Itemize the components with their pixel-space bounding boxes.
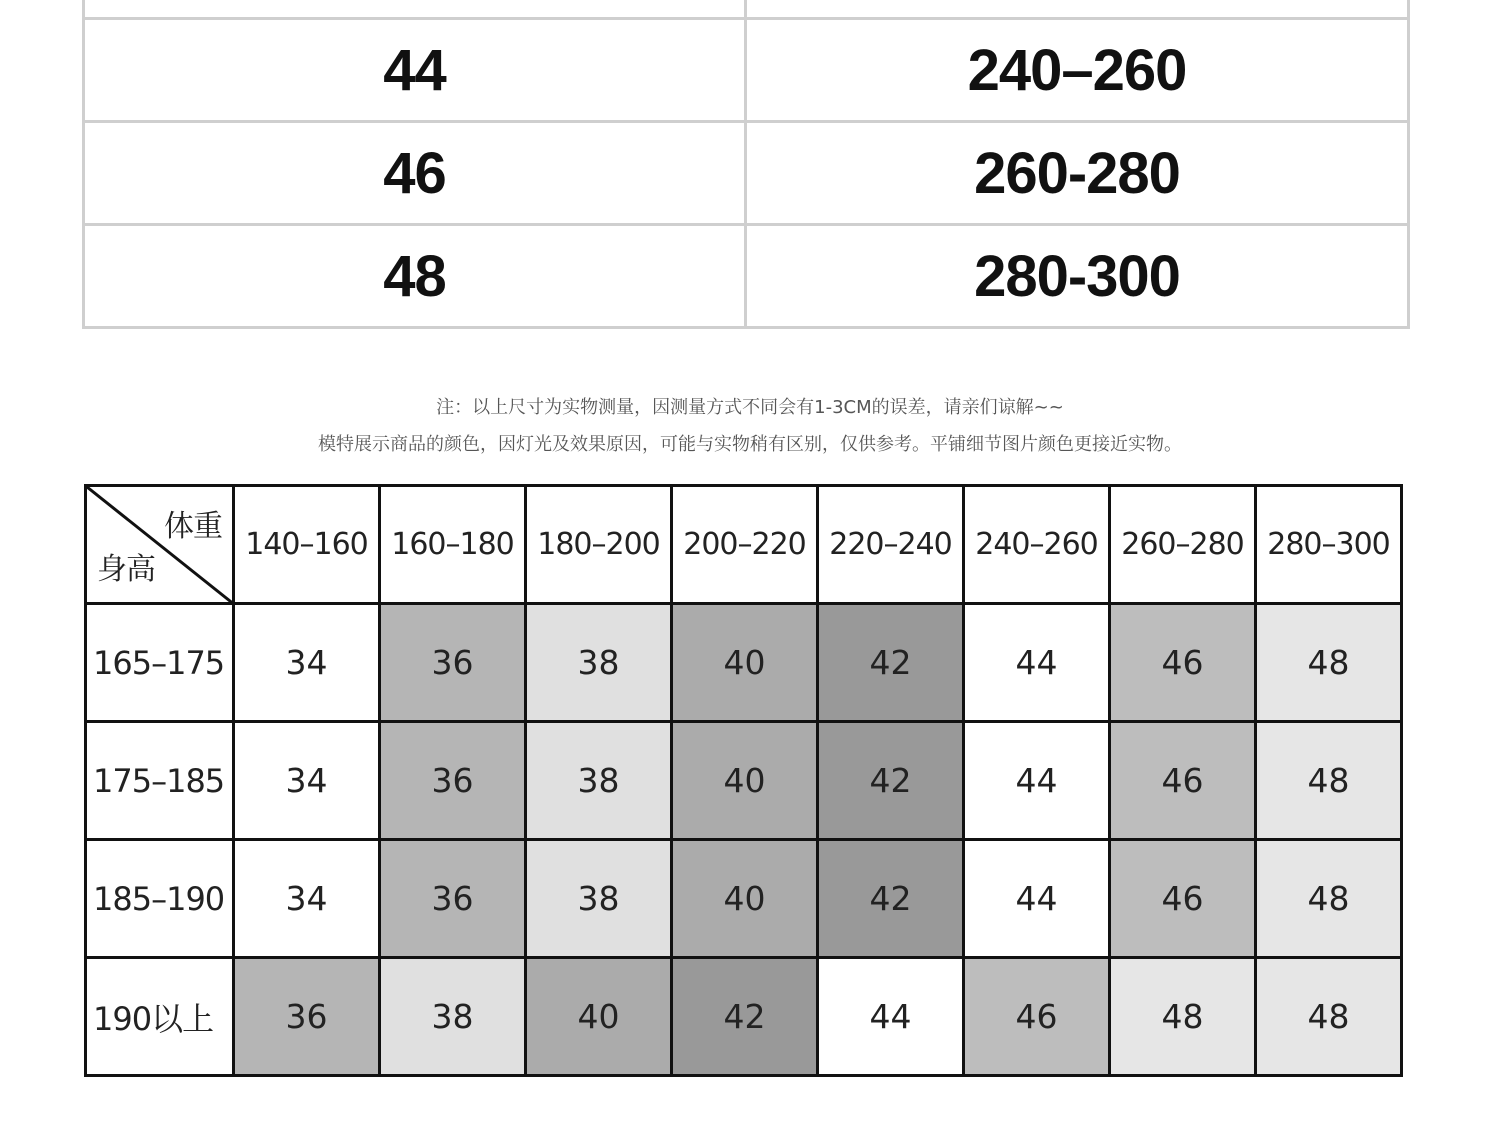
size-cell: 34 — [234, 604, 380, 722]
size-chart — [84, 484, 1403, 1077]
weight-cell — [746, 0, 1409, 19]
weight-cell: 240–260 — [746, 19, 1409, 122]
weight-header: 140–160 — [234, 486, 380, 604]
size-cell: 38 — [526, 604, 672, 722]
size-cell: 42 — [818, 840, 964, 958]
size-cell: 42 — [672, 958, 818, 1076]
height-axis-label: 身高 — [97, 552, 155, 587]
table-row — [86, 958, 1402, 1076]
size-cell: 36 — [380, 722, 526, 840]
size-cell: 48 — [84, 225, 746, 328]
table-row — [86, 604, 1402, 722]
corner-header — [86, 486, 234, 604]
size-cell: 46 — [1110, 840, 1256, 958]
table-row — [84, 225, 1409, 328]
size-cell: 46 — [1110, 722, 1256, 840]
table-row — [84, 122, 1409, 225]
weight-header: 200–220 — [672, 486, 818, 604]
weight-header: 180–200 — [526, 486, 672, 604]
size-cell: 44 — [818, 958, 964, 1076]
weight-header: 160–180 — [380, 486, 526, 604]
size-cell: 44 — [964, 840, 1110, 958]
height-label: 190以上 — [86, 958, 234, 1076]
size-cell: 34 — [234, 722, 380, 840]
size-cell — [84, 0, 746, 19]
size-cell: 48 — [1110, 958, 1256, 1076]
size-cell: 40 — [672, 840, 818, 958]
size-cell: 36 — [380, 840, 526, 958]
size-cell: 40 — [672, 604, 818, 722]
size-cell: 38 — [526, 840, 672, 958]
size-cell: 46 — [964, 958, 1110, 1076]
size-cell: 48 — [1256, 604, 1402, 722]
weight-cell: 280-300 — [746, 225, 1409, 328]
size-cell: 34 — [234, 840, 380, 958]
chart-header-row — [86, 486, 1402, 604]
size-cell: 40 — [672, 722, 818, 840]
height-label: 165–175 — [86, 604, 234, 722]
size-cell: 48 — [1256, 958, 1402, 1076]
size-cell: 42 — [818, 722, 964, 840]
height-label: 175–185 — [86, 722, 234, 840]
weight-header: 260–280 — [1110, 486, 1256, 604]
table-row — [84, 19, 1409, 122]
size-cell: 46 — [1110, 604, 1256, 722]
weight-cell: 260-280 — [746, 122, 1409, 225]
weight-axis-label: 体重 — [164, 509, 222, 544]
size-cell: 46 — [84, 122, 746, 225]
table-row — [84, 0, 1409, 19]
size-cell: 36 — [234, 958, 380, 1076]
weight-header: 220–240 — [818, 486, 964, 604]
table-row — [86, 722, 1402, 840]
size-cell: 44 — [964, 604, 1110, 722]
size-cell: 48 — [1256, 840, 1402, 958]
size-cell: 40 — [526, 958, 672, 1076]
height-label: 185–190 — [86, 840, 234, 958]
size-cell: 44 — [84, 19, 746, 122]
size-cell: 48 — [1256, 722, 1402, 840]
weight-header: 280–300 — [1256, 486, 1402, 604]
measurement-note: 注：以上尺寸为实物测量，因测量方式不同会有1-3CM的误差，请亲们谅解~~ — [436, 397, 1064, 418]
weight-size-table — [82, 0, 1410, 329]
size-cell: 42 — [818, 604, 964, 722]
color-note: 模特展示商品的颜色，因灯光及效果原因，可能与实物稍有区别，仅供参考。平铺细节图片颜色更接近实物。 — [318, 434, 1182, 455]
size-cell: 36 — [380, 604, 526, 722]
size-cell: 38 — [380, 958, 526, 1076]
size-cell: 38 — [526, 722, 672, 840]
size-cell: 44 — [964, 722, 1110, 840]
weight-header: 240–260 — [964, 486, 1110, 604]
table-row — [86, 840, 1402, 958]
